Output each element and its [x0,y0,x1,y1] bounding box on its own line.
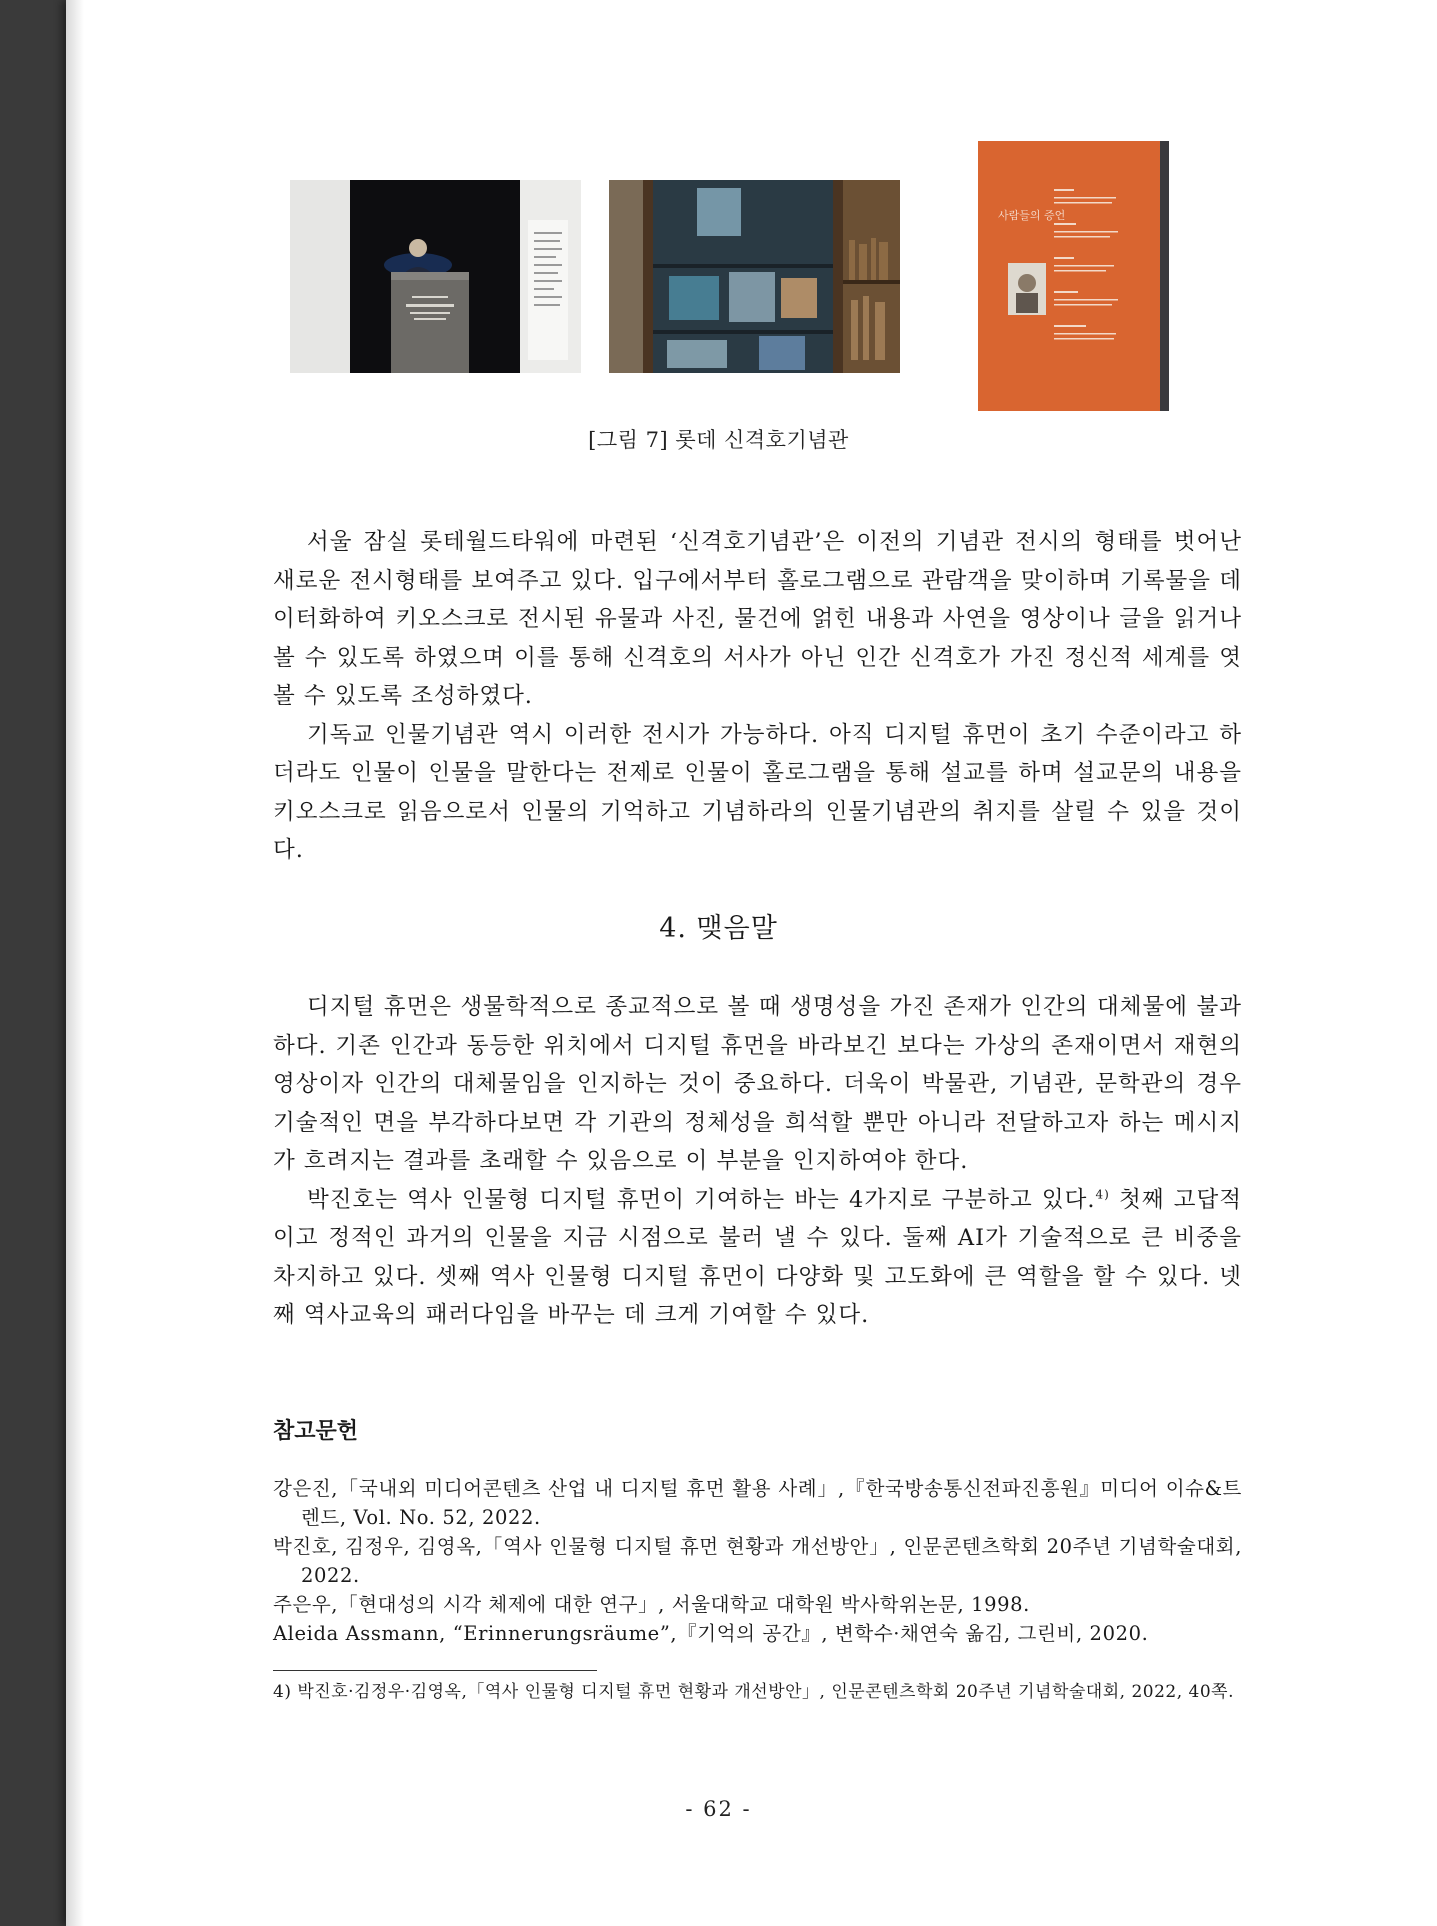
paragraph-4-text: 박진호는 역사 인물형 디지털 휴먼이 기여하는 바는 4가지로 구분하고 있다. [307,1186,1096,1213]
section-heading: 4. 맺음말 [659,913,778,944]
footnote-ref-4[interactable]: 4) [1095,1187,1110,1201]
reference-item: Aleida Assmann, “Erinnerungsräume”,『기억의 공간』, 변학수·채연숙 옮김, 그린비, 2020. [273,1622,1149,1645]
references-list [273,1474,1242,1648]
figure-showcase-cabinet [609,180,900,373]
references-heading: 참고문헌 [273,1418,359,1444]
page-binding-shadow [66,0,84,1926]
hologram-photo [290,180,581,373]
footnote-divider [273,1670,597,1671]
reference-item: 강은진,「국내외 미디어콘텐츠 산업 내 디지털 휴먼 활용 사례」,『한국방송통신전파진흥원』미디어 이슈&트렌드, Vol. No. 52, 2022. [273,1477,1242,1529]
footnote-4: 4) 박진호·김정우·김영옥,「역사 인물형 디지털 휴먼 현황과 개선방안」, 인문콘텐츠학회 20주년 기념학술대회, 2022, 40쪽. [273,1682,1234,1702]
paragraph-2: 기독교 인물기념관 역시 이러한 전시가 가능하다. 아직 디지털 휴먼이 초기 수준이라고 하더라도 인물이 인물을 말한다는 전제로 인물이 홀로그램을 통해 설교를 하며 설교문의 내용을 키오스크로 읽음으로서 인물의 기억하고 기념하라의 인물기념관의 취지를 살릴 수 있을 것이다. [273,721,1242,863]
paragraph-4 [273,1181,1242,1335]
paragraph-1: 서울 잠실 롯테월드타워에 마련된 ‘신격호기념관’은 이전의 기념관 전시의 형태를 벗어난 새로운 전시형태를 보여주고 있다. 입구에서부터 홀로그램으로 관람객을 맞이하며 기록물을 데이터화하여 키오스크로 전시된 유물과 사진, 물건에 얽힌 내용과 사연을 영상이나 글을 읽거나 볼 수 있도록 하였으며 이를 통해 신격호의 서사가 아닌 인간 신격호가 가진 정신적 세계를 엿 볼 수 있도록 조성하였다. [273,529,1242,709]
testimony-wall-photo [978,141,1169,411]
figure-testimony-wall [978,141,1169,411]
reference-item: 박진호, 김정우, 김영옥,「역사 인물형 디지털 휴먼 현황과 개선방안」, 인문콘텐츠학회 20주년 기념학술대회, 2022. [273,1535,1242,1587]
page-number: - 62 - [685,1797,752,1821]
testimony-sign: 사람들의 증언 [998,209,1066,222]
reference-item: 주은우,「현대성의 시각 체제에 대한 연구」, 서울대학교 대학원 박사학위논문, 1998. [273,1593,1030,1616]
figure-caption: [그림 7] 롯데 신격호기념관 [588,428,849,452]
body-section-1 [273,523,1242,870]
paragraph-4-text-cont: 첫째 고답적이고 정적인 과거의 인물을 지금 시점으로 불러 낼 수 있다. 둘째 AI가 기술적으로 큰 비중을 차지하고 있다. 셋째 역사 인물형 디지털 휴먼이 다양화 및 고도화에 큰 역할을 할 수 있다. 넷째 역사교육의 패러다임을 바꾸는 데 크게 기여할 수 있다. [273,1186,1242,1328]
paragraph-3: 디지털 휴먼은 생물학적으로 종교적으로 볼 때 생명성을 가진 존재가 인간의 대체물에 불과하다. 기존 인간과 동등한 위치에서 디지털 휴먼을 바라보긴 보다는 가상의 존재이면서 재현의 영상이자 인간의 대체물임을 인지하는 것이 중요하다. 더욱이 박물관, 기념관, 문학관의 경우 기술적인 면을 부각하다보면 각 기관의 정체성을 희석할 뿐만 아니라 전달하고자 하는 메시지가 흐려지는 결과를 초래할 수 있음으로 이 부분을 인지하여야 한다. [273,994,1242,1174]
showcase-photo [609,180,900,373]
figure-hologram-exhibit [290,180,581,373]
body-section-2 [273,988,1242,1335]
